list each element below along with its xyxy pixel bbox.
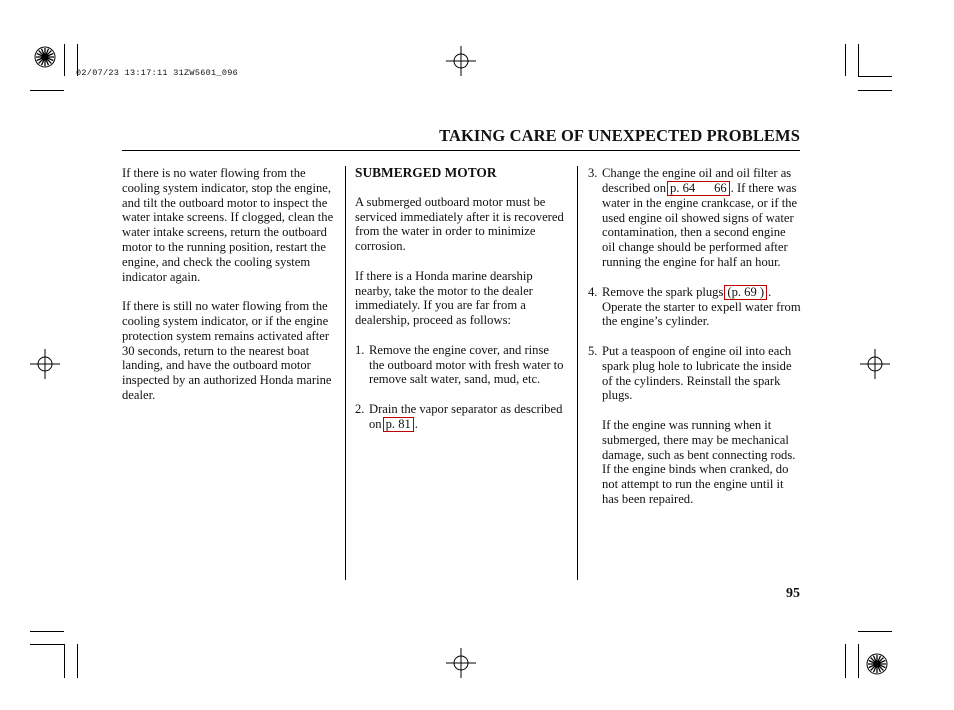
crosshair-icon — [446, 648, 476, 678]
registration-target-icon — [34, 46, 56, 68]
step-number: 4. — [588, 284, 598, 299]
crop-mark — [30, 631, 64, 632]
step-number: 1. — [355, 342, 365, 357]
crop-mark — [77, 644, 78, 678]
steps-list — [588, 166, 802, 507]
list-item — [588, 166, 802, 270]
crop-mark — [858, 90, 892, 91]
page-title: TAKING CARE OF UNEXPECTED PROBLEMS — [439, 126, 800, 145]
list-item — [355, 402, 567, 432]
column-divider — [577, 166, 578, 580]
step-text: . Operate the starter to expell water from the engine’s cylinder. — [602, 284, 801, 329]
crosshair-icon — [446, 46, 476, 76]
step-text: Drain the vapor separator as described on — [369, 401, 563, 431]
crosshair-icon — [860, 349, 890, 379]
step-note: If the engine was running when it submerged, there may be mechanical damage, such as bent connecting rods. If the engine binds when cranked, do not attempt to run the engine until it has been repaired. — [602, 417, 796, 506]
crop-mark — [845, 644, 846, 678]
crop-mark — [64, 44, 65, 76]
column-divider — [345, 166, 346, 580]
crop-mark — [30, 644, 64, 645]
crop-mark — [858, 76, 892, 77]
steps-list — [355, 343, 567, 432]
crop-mark — [858, 631, 892, 632]
section-heading: SUBMERGED MOTOR — [355, 165, 497, 180]
column-right — [588, 166, 802, 522]
list-item — [355, 343, 567, 387]
step-text: Remove the spark plugs — [602, 284, 724, 299]
page-reference-link[interactable]: p. 64 66 — [667, 181, 730, 196]
paragraph: If there is no water flowing from the cooling system indicator, stop the engine, and tilt the outboard motor to inspect the water intake screens. If clogged, clean the water intake screens, return the outboard motor to the running position, restart the engine, and check the cooling system indicator again. — [122, 166, 334, 284]
page-reference-link[interactable]: p. 81 — [383, 417, 414, 432]
step-text: Change the engine oil and oil filter as described on — [602, 166, 792, 195]
step-text: Put a teaspoon of engine oil into each spark plug hole to lubricate the inside of the cylinders. Reinstall the spark plugs. — [602, 343, 792, 403]
page-number: 95 — [786, 586, 800, 601]
crop-mark — [858, 644, 859, 678]
print-timestamp: 02/07/23 13:17:11 31ZW5601_096 — [76, 68, 239, 78]
paragraph: If there is a Honda marine dearship nearby, take the motor to the dealer immediately. If you are far from a dealership, proceed as follows: — [355, 268, 533, 328]
paragraph: A submerged outboard motor must be serviced immediately after it is recovered from the water in order to minimize corrosion. — [355, 194, 564, 254]
step-number: 3. — [588, 166, 598, 180]
list-item — [588, 285, 802, 330]
crop-mark — [845, 44, 846, 76]
header-rule — [122, 150, 800, 151]
step-number: 5. — [588, 343, 598, 358]
step-number: 2. — [355, 401, 365, 416]
crop-mark — [30, 90, 64, 91]
crop-mark — [858, 44, 859, 76]
crosshair-icon — [30, 349, 60, 379]
step-text: . If there was water in the engine crankcase, or if the used engine oil showed signs of water contamination, then a second engine oil change should be performed after running the engine for half an hour. — [602, 180, 798, 269]
column-left — [122, 166, 336, 418]
paragraph: If there is still no water flowing from the cooling system indicator, or if the engine protection system remains activated after 30 seconds, return to the nearest boat landing, and have the outboard motor inspected by an authorized Honda marine dealer. — [122, 299, 332, 402]
registration-target-icon — [866, 653, 888, 675]
step-text: . — [414, 416, 418, 431]
list-item — [588, 344, 802, 507]
step-text: Remove the engine cover, and rinse the outboard motor with fresh water to remove salt water, sand, mud, etc. — [369, 342, 564, 387]
page-reference-link[interactable]: (p. 69 ) — [724, 285, 767, 300]
crop-mark — [64, 644, 65, 678]
column-middle — [355, 166, 567, 447]
